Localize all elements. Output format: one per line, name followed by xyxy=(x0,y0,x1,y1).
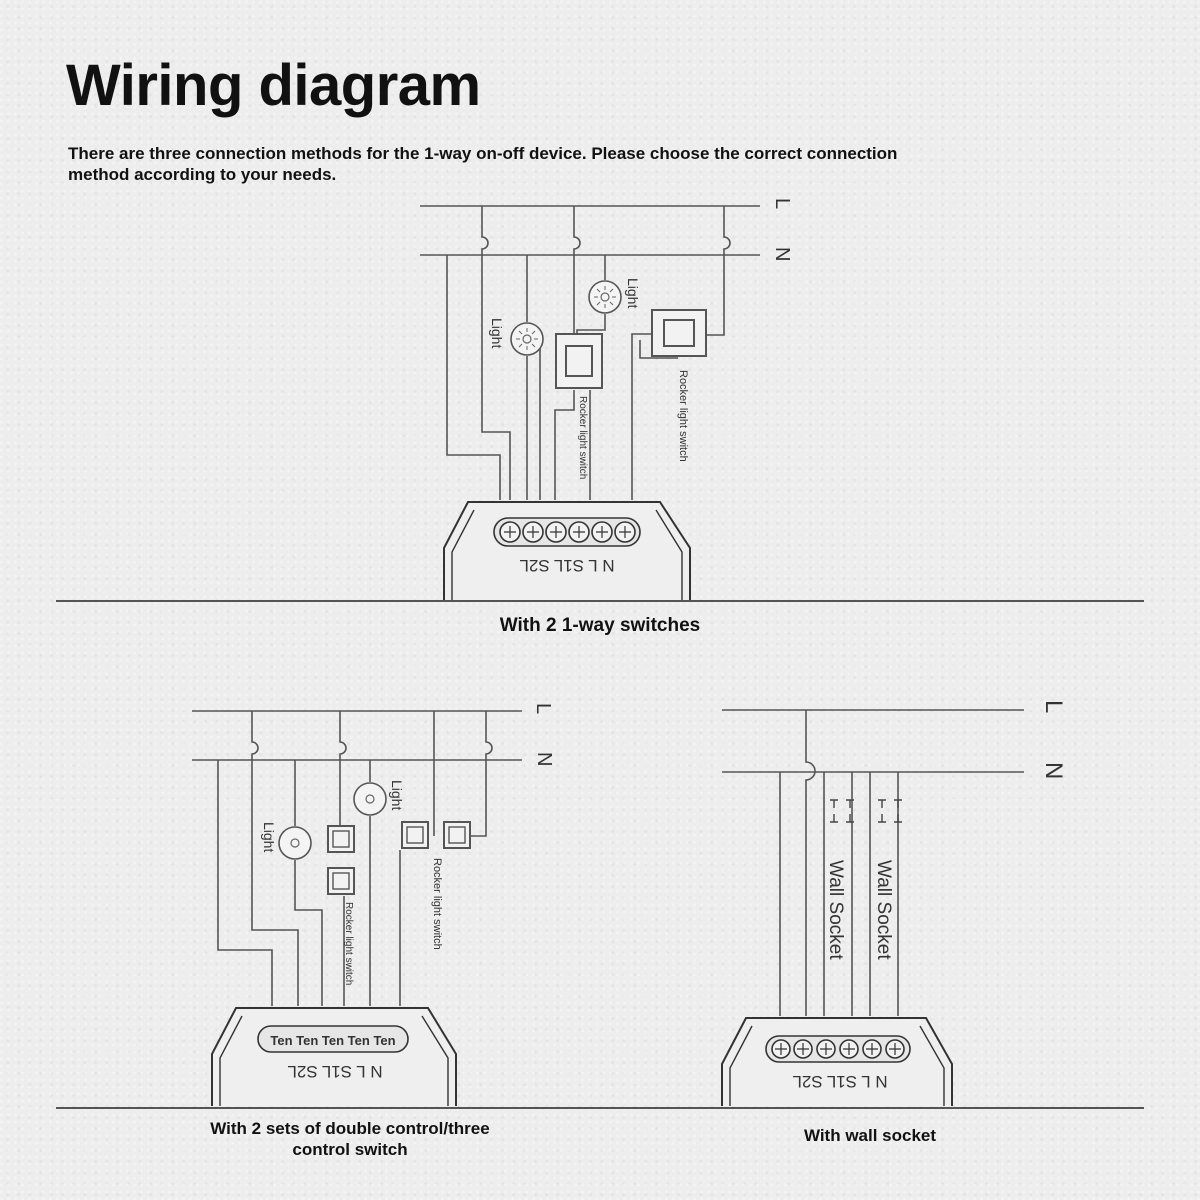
rocker-switch-icon xyxy=(556,334,602,388)
diagram-1-caption: With 2 1-way switches xyxy=(499,615,701,636)
live-label: L xyxy=(1040,700,1067,714)
diagram-2 xyxy=(192,703,555,1106)
two-way-switch-icon xyxy=(328,826,354,894)
switch-label-1: Rocker light switch xyxy=(343,902,354,986)
diagram-2-caption: With 2 sets of double control/three control switch xyxy=(210,1119,490,1159)
relay-module xyxy=(722,1018,952,1106)
terminal-labels: N L S1L S2L xyxy=(287,1062,383,1081)
relay-module xyxy=(444,502,690,600)
relay-module xyxy=(212,1008,456,1106)
switch-label-1: Rocker light switch xyxy=(577,396,588,480)
two-way-switch-icon xyxy=(402,822,470,848)
neutral-label: N xyxy=(771,247,793,262)
light-label-2: Light xyxy=(389,780,405,811)
diagram-1 xyxy=(56,198,1144,601)
light-label-2: Light xyxy=(625,278,641,309)
page-description: There are three connection methods for the 1-way on-off device. Please choose the correct connection method according to your needs. xyxy=(68,144,898,184)
rocker-switch-icon xyxy=(652,310,706,356)
light-icon xyxy=(279,827,311,859)
live-label: L xyxy=(532,703,554,715)
light-icon xyxy=(354,783,386,815)
light-icon xyxy=(589,281,621,313)
socket-label-1: Wall Socket xyxy=(825,860,846,960)
light-label-1: Light xyxy=(489,318,505,349)
socket-icon xyxy=(830,800,902,822)
socket-label-2: Wall Socket xyxy=(873,860,894,960)
switch-label-2: Rocker light switch xyxy=(677,370,689,462)
light-icon xyxy=(511,323,543,355)
switch-label-2: Rocker light switch xyxy=(431,858,443,950)
neutral-label: N xyxy=(533,752,555,767)
terminal-marks: Ten Ten Ten Ten Ten xyxy=(270,1033,396,1048)
terminal-labels: N L S1L S2L xyxy=(519,556,615,575)
page-title: Wiring diagram xyxy=(66,53,481,118)
light-label-1: Light xyxy=(261,822,277,853)
neutral-label: N xyxy=(1040,762,1067,780)
diagram-3-caption: With wall socket xyxy=(803,1126,937,1145)
terminal-labels: N L S1L S2L xyxy=(792,1072,888,1091)
live-label: L xyxy=(771,198,793,210)
